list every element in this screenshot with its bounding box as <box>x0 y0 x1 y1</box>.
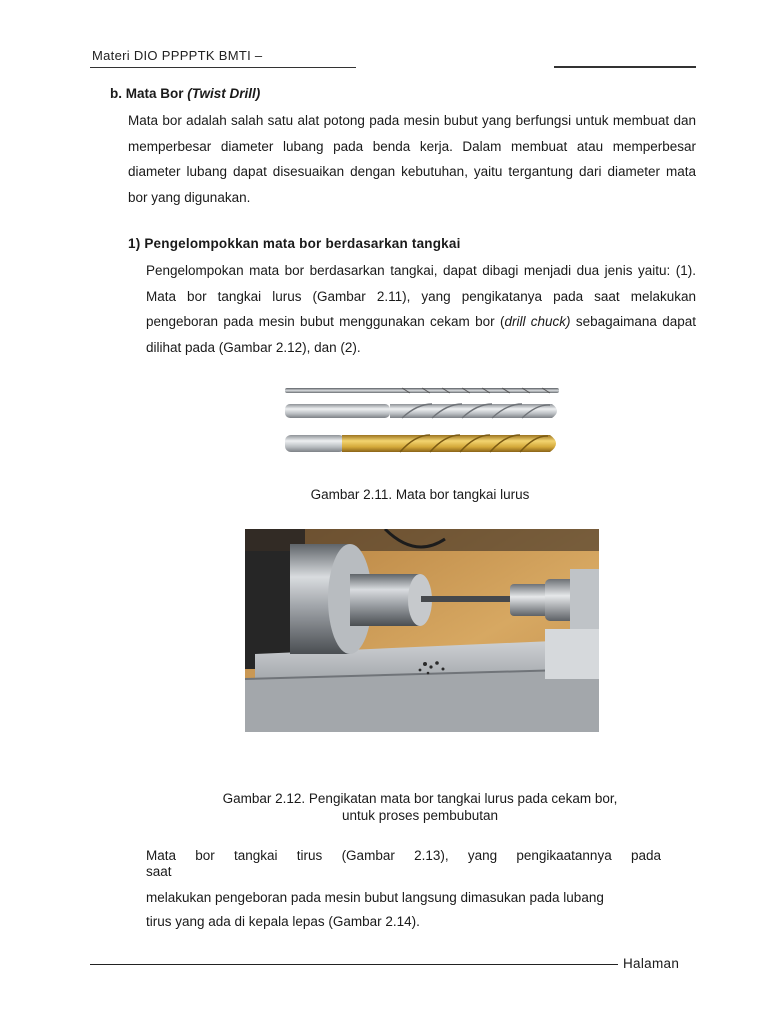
drill-bit-thin <box>285 388 559 393</box>
subsection-paragraph-text-end: sebagaimana dapat dilihat pada (Gambar 2.12), dan (2). <box>146 314 696 355</box>
paragraph-line3: tirus yang ada di kepala lepas (Gambar 2.14). <box>146 914 420 929</box>
paragraph-line2: melakukan pengeboran pada mesin bubut langsung dimasukan pada lubang <box>146 890 604 905</box>
subsection-paragraph-italic: drill chuck) <box>504 314 571 329</box>
page-header: Materi DIO PPPPTK BMTI – <box>92 48 263 63</box>
drill-bit-gold <box>285 435 556 452</box>
subsection-paragraph-text: Pengelompokan mata bor berdasarkan tangkai, dapat dibagi menjadi dua jenis yaitu: (1). Mata bor tangkai lurus (Gambar 2.11), yang pengikatanya pada saat melakukan pengeboran pada mesin bubut menggunakan cekam bor ( <box>146 263 696 329</box>
figure-caption-2-12 <box>0 790 768 824</box>
section-title-italic: (Twist Drill) <box>187 86 261 101</box>
drill-bit-steel <box>285 404 557 418</box>
header-rule <box>90 67 356 68</box>
subsection-paragraph <box>146 258 696 360</box>
footer-rule <box>90 964 618 965</box>
section-paragraph: Mata bor adalah salah satu alat potong pada mesin bubut yang berfungsi untuk membuat dan memperbesar diameter lubang pada benda kerja. Dalam membuat atau memperbesar diameter lubang dapat disesuaikan dengan kebutuhan, yaitu tergantung dari diameter mata bor yang digunakan. <box>128 113 696 205</box>
paragraph-line1-tail: saat <box>146 864 172 879</box>
section-title-text: b. Mata Bor <box>110 86 188 101</box>
drill-bits-image <box>282 385 564 461</box>
figure-caption-2-12-line2: untuk proses pembubutan <box>341 808 499 823</box>
subsection-title: 1) Pengelompokkan mata bor berdasarkan tangkai <box>128 236 461 251</box>
section-title <box>110 86 260 101</box>
figure-caption-2-12-line1: Gambar 2.12. Pengikatan mata bor tangkai lurus pada cekam bor, <box>222 791 618 806</box>
figure-caption-2-11: Gambar 2.11. Mata bor tangkai lurus <box>310 487 530 502</box>
footer-page-label: Halaman <box>623 956 680 971</box>
lathe-drill-chuck-image <box>245 529 599 732</box>
header-rule-right <box>554 66 696 68</box>
paragraph-line1: Mata bor tangkai tirus (Gambar 2.13), yang pengikaatannya pada <box>146 848 661 863</box>
